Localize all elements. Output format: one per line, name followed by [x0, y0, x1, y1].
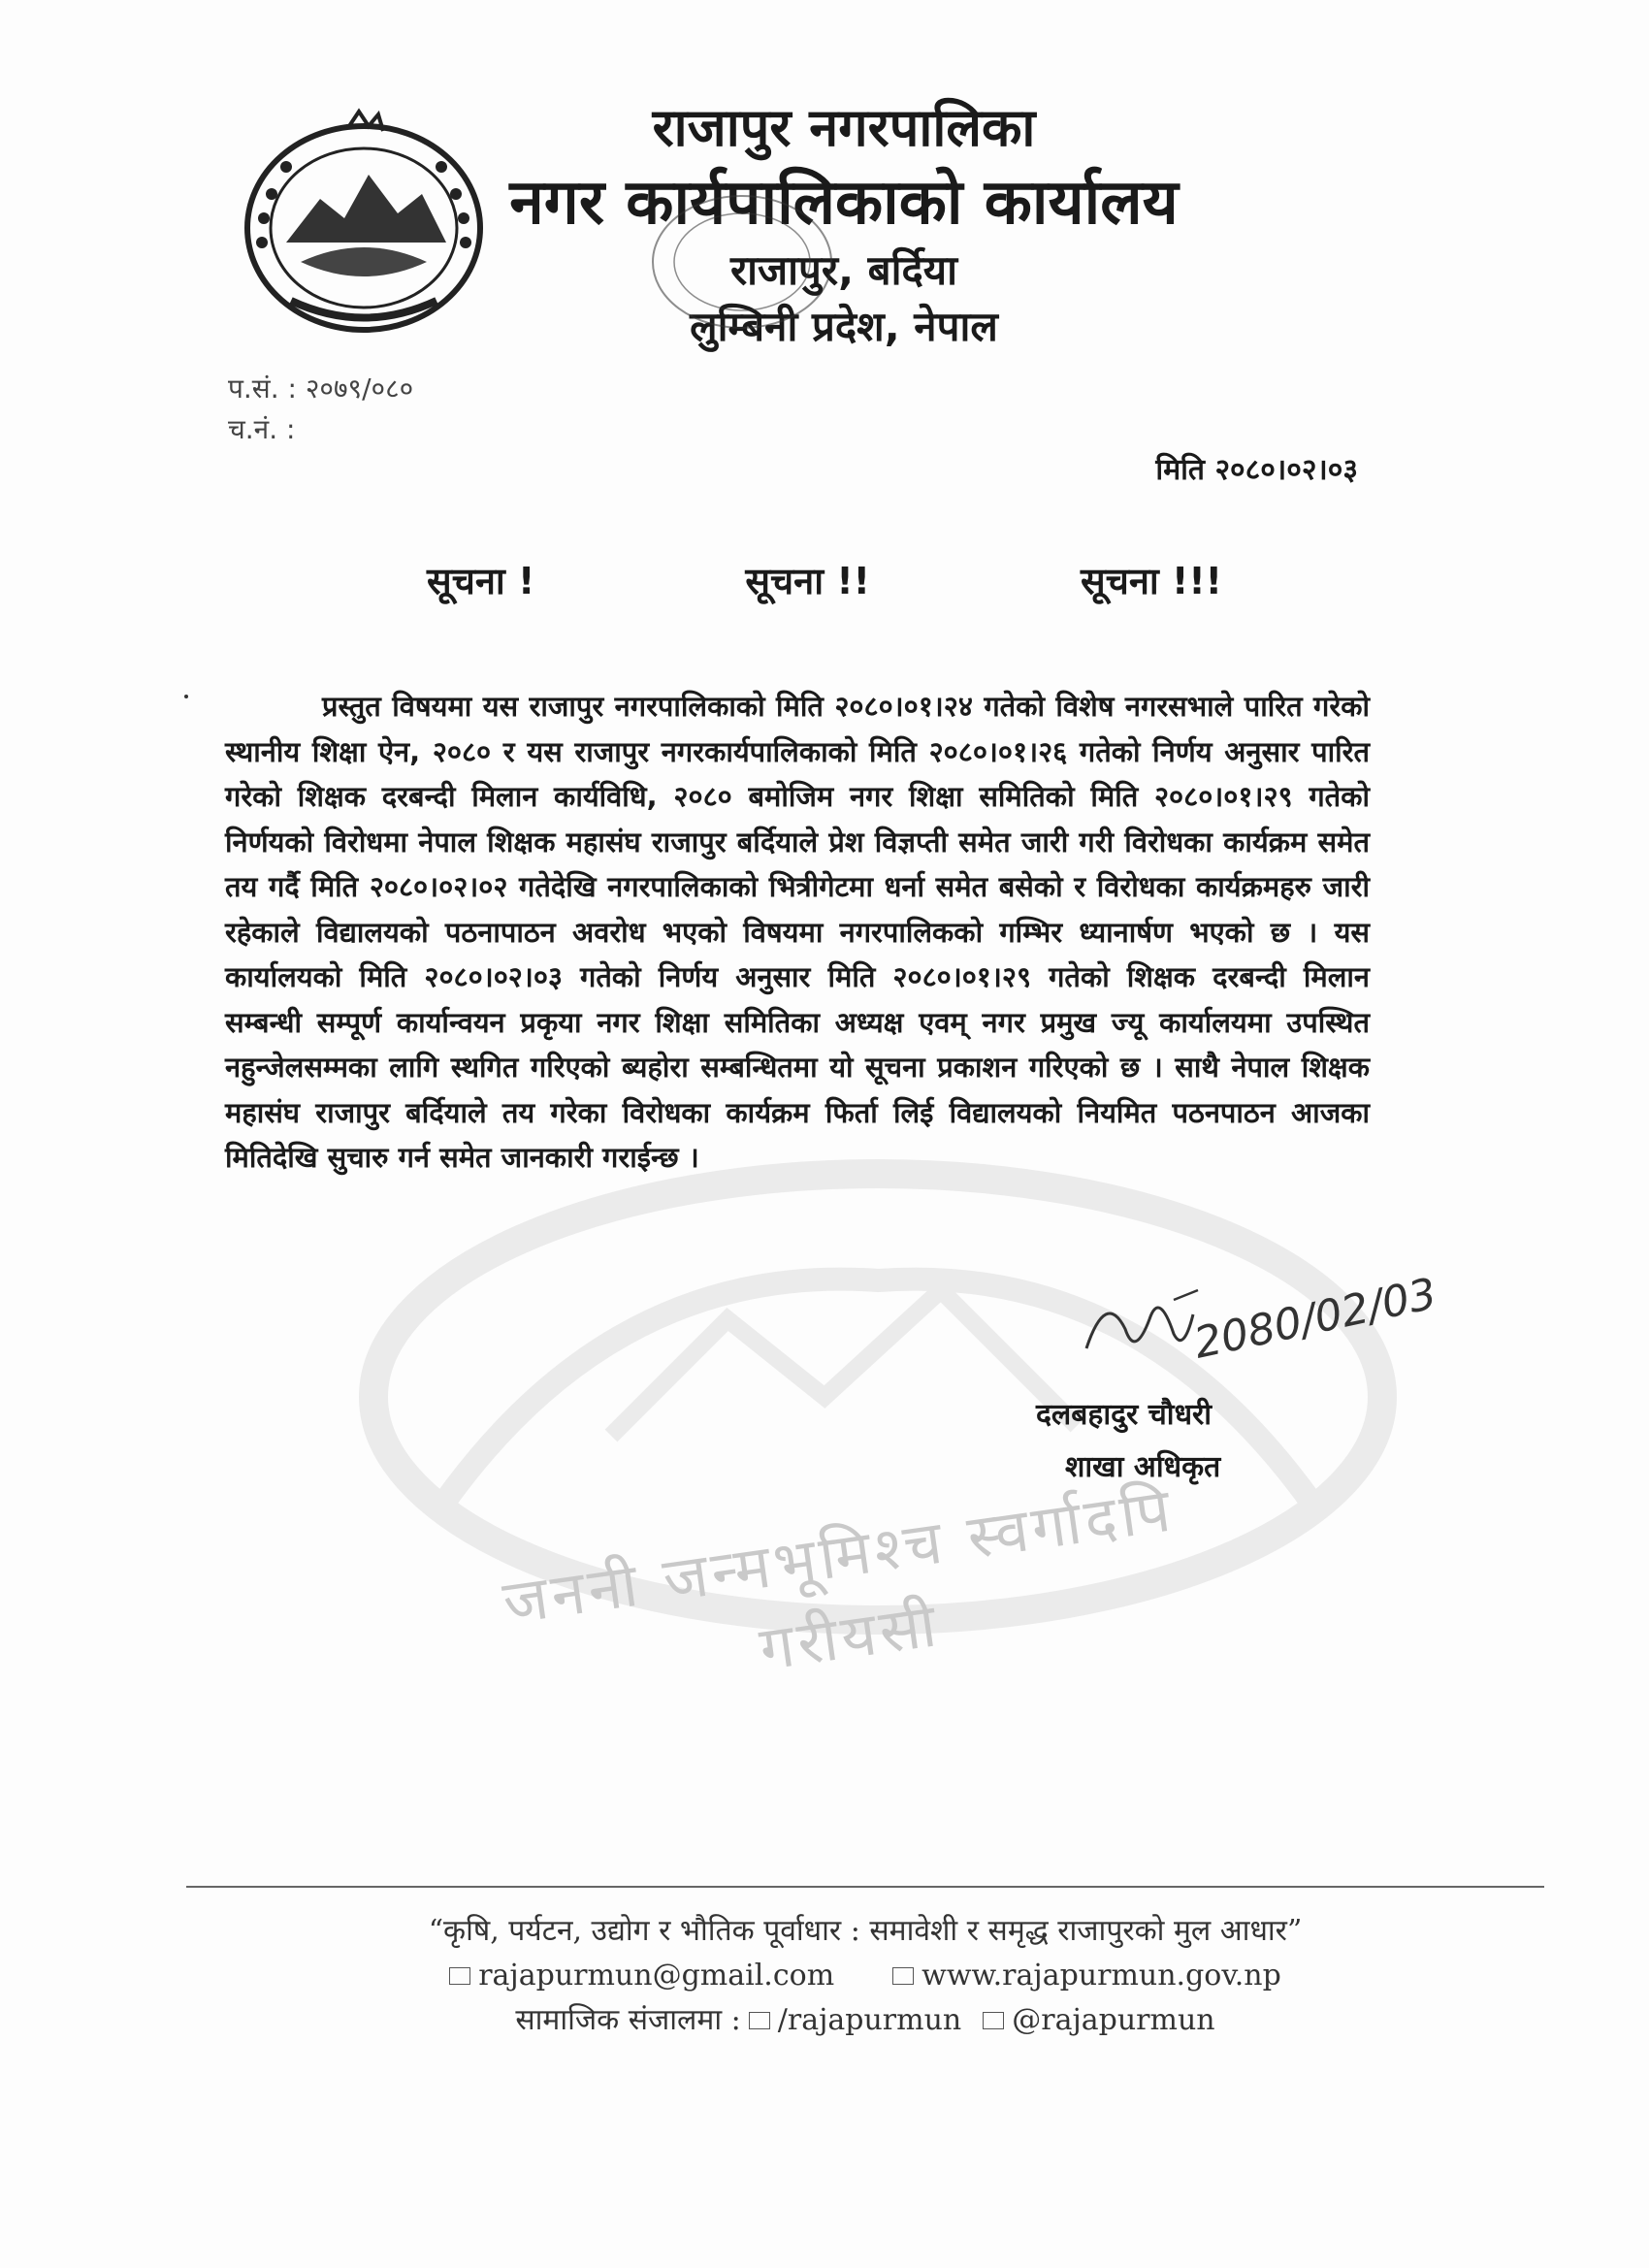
office-address: राजापुर, बर्दिया — [729, 246, 958, 294]
globe-icon — [892, 1967, 914, 1985]
handwritten-date: 2080/02/03 — [1189, 1269, 1441, 1369]
footer-divider — [186, 1886, 1544, 1888]
watermark-motto: जननी जन्मभूमिश्च स्वर्गादपि गरीयसी — [499, 1474, 1179, 1685]
office-name: नगर कार्यपालिकाको कार्यालय — [509, 167, 1179, 239]
handwritten-signature — [1067, 1261, 1474, 1377]
twitter-icon — [983, 2012, 1004, 2029]
footer-contact-row — [186, 1954, 1544, 1998]
facebook-icon — [749, 2012, 770, 2029]
notice-heading-2: सूचना !! — [745, 560, 870, 602]
municipality-name: राजापुर नगरपालिका — [652, 97, 1036, 158]
twitter-handle[interactable]: @rajapurmun — [1012, 2003, 1215, 2037]
nepal-emblem-icon — [233, 107, 495, 340]
website-url[interactable]: www.rajapurmun.gov.np — [922, 1959, 1281, 1993]
letterhead — [504, 93, 1183, 355]
reference-block — [228, 369, 413, 450]
email-contact[interactable] — [449, 1954, 834, 1998]
office-seal-stamp — [645, 189, 839, 335]
letter-number: प.सं. : २०७९/०८० — [228, 373, 414, 405]
notice-heading — [427, 555, 1222, 605]
website-contact[interactable] — [892, 1954, 1281, 1998]
scan-speck — [184, 695, 188, 698]
notice-heading-1: सूचना ! — [427, 560, 535, 602]
letter-date: मिति २०८०।०२।०३ — [1155, 453, 1358, 487]
envelope-icon — [449, 1967, 470, 1985]
facebook-handle[interactable]: /rajapurmun — [777, 2003, 962, 2037]
signatory-title: शाखा अधिकृत — [1065, 1450, 1221, 1484]
footer-social-row — [186, 1998, 1544, 2043]
email-address[interactable]: rajapurmun@gmail.com — [478, 1959, 835, 1993]
notice-heading-3: सूचना !!! — [1081, 560, 1222, 602]
footer-slogan: “कृषि, पर्यटन, उद्योग र भौतिक पूर्वाधार : समावेशी र समृद्ध राजापुरको मुल आधार” — [428, 1914, 1303, 1948]
social-label: सामाजिक संजालमा : — [515, 2003, 741, 2037]
office-province: लुम्बिनी प्रदेश, नेपाल — [690, 303, 998, 350]
footer — [186, 1909, 1544, 2043]
dispatch-number: च.नं. : — [228, 413, 296, 445]
social-media-links — [515, 1998, 1214, 2043]
notice-body: प्रस्तुत विषयमा यस राजापुर नगरपालिकाको मिति २०८०।०१।२४ गतेको विशेष नगरसभाले पारित गरेको स्थानीय शिक्षा ऐन, २०८० र यस राजापुर नगरकार्यपालिकाको मिति २०८०।०१।२६ गतेको निर्णय अनुसार पारित गरेको शिक्षक दरबन्दी मिलान कार्यविधि, २०८० बमोजिम नगर शिक्षा समितिको मिति २०८०।०१।२९ गतेको निर्णयको विरोधमा नेपाल शिक्षक महासंघ राजापुर बर्दियाले प्रेश विज्ञप्ती समेत जारी गरी विरोधका कार्यक्रम समेत तय गर्दै मिति २०८०।०२।०२ गतेदेखि नगरपालिकाको भित्रीगेटमा धर्ना समेत बसेको र विरोधका कार्यक्रमहरु जारी रहेकाले विद्यालयको पठनापाठन अवरोध भएको विषयमा नगरपालिकको गम्भिर ध्यानार्षण भएको छ । यस कार्यालयको मिति २०८०।०२।०३ गतेको निर्णय अनुसार मिति २०८०।०१।२९ गतेको शिक्षक दरबन्दी मिलान सम्बन्धी सम्पूर्ण कार्यान्वयन प्रकृया नगर शिक्षा समितिका अध्यक्ष एवम् नगर प्रमुख ज्यू कार्यालयमा उपस्थित नहुन्जेलसम्मका लागि स्थगित गरिएको ब्यहोरा सम्बन्धितमा यो सूचना प्रकाशन गरिएको छ । साथै नेपाल शिक्षक महासंघ राजापुर बर्दियाले तय गरेका विरोधका कार्यक्रम फिर्ता लिई विद्यालयको नियमित पठनपाठन आजका मितिदेखि सुचारु गर्न समेत जानकारी गराईन्छ । — [225, 690, 1370, 1174]
signatory-name: दलबहादुर चौधरी — [1036, 1398, 1212, 1432]
